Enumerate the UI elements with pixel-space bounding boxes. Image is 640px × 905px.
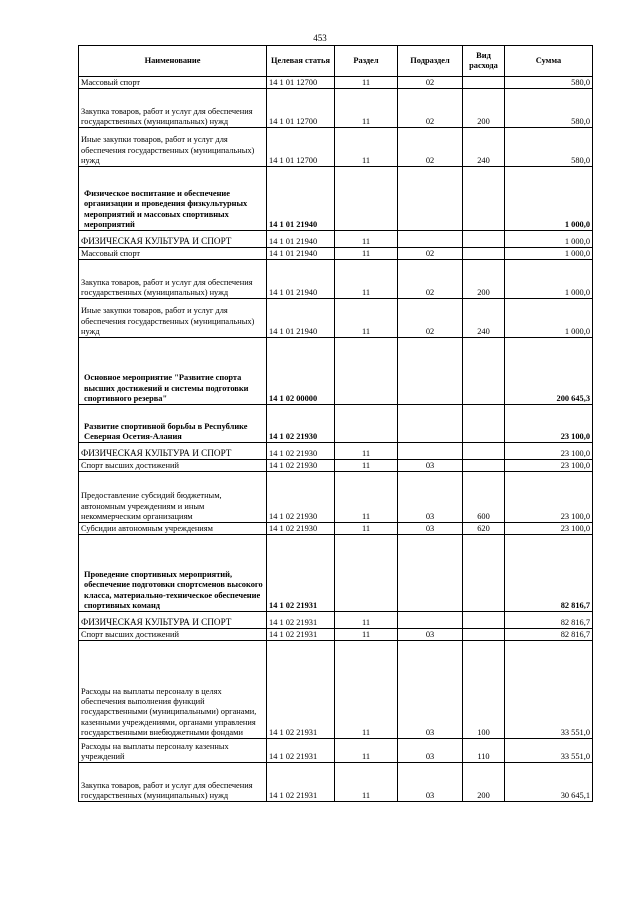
- row-amount: 1 000,0: [505, 299, 593, 338]
- row-subsection: [398, 231, 463, 248]
- row-section: 11: [335, 460, 398, 472]
- row-amount: 23 100,0: [505, 523, 593, 535]
- header-row: [79, 46, 593, 77]
- table-body: [79, 77, 593, 802]
- row-subsection: [398, 338, 463, 405]
- row-expense-type: [463, 77, 505, 89]
- row-name: ФИЗИЧЕСКАЯ КУЛЬТУРА И СПОРТ: [79, 443, 267, 460]
- row-code: 14 1 02 21930: [267, 460, 335, 472]
- row-name: Спорт высших достижений: [79, 460, 267, 472]
- row-amount: 1 000,0: [505, 231, 593, 248]
- row-code: 14 1 02 21930: [267, 405, 335, 443]
- row-code: 14 1 01 12700: [267, 89, 335, 128]
- row-section: 11: [335, 629, 398, 641]
- row-subsection: 03: [398, 460, 463, 472]
- row-section: [335, 167, 398, 231]
- row-name: Иные закупки товаров, работ и услуг для обеспечения государственных (муниципальных) нужд: [79, 128, 267, 167]
- row-name: Проведение спортивных мероприятий, обеспечение подготовки спортсменов высокого класса, материально-техническое обеспечение спортивных команд: [79, 535, 267, 612]
- table-row: [79, 641, 593, 739]
- row-subsection: 02: [398, 248, 463, 260]
- row-expense-type: 240: [463, 299, 505, 338]
- row-section: 11: [335, 763, 398, 802]
- row-expense-type: [463, 443, 505, 460]
- row-section: 11: [335, 739, 398, 763]
- row-name: Расходы на выплаты персоналу казенных учреждений: [79, 739, 267, 763]
- row-amount: 33 551,0: [505, 641, 593, 739]
- row-amount: 580,0: [505, 128, 593, 167]
- row-expense-type: 620: [463, 523, 505, 535]
- row-subsection: [398, 535, 463, 612]
- row-expense-type: [463, 167, 505, 231]
- header-name: Наименование: [79, 46, 267, 77]
- table-row: [79, 299, 593, 338]
- row-code: 14 1 01 12700: [267, 77, 335, 89]
- row-expense-type: [463, 612, 505, 629]
- table-row: [79, 338, 593, 405]
- table-row: [79, 763, 593, 802]
- row-code: 14 1 01 21940: [267, 167, 335, 231]
- row-expense-type: [463, 405, 505, 443]
- row-section: 11: [335, 641, 398, 739]
- row-section: 11: [335, 472, 398, 523]
- row-name: Массовый спорт: [79, 248, 267, 260]
- row-subsection: 03: [398, 641, 463, 739]
- row-amount: 82 816,7: [505, 629, 593, 641]
- table-header: [79, 46, 593, 77]
- row-section: 11: [335, 77, 398, 89]
- row-subsection: 03: [398, 739, 463, 763]
- row-name: Развитие спортивной борьбы в Республике Северная Осетия-Алания: [79, 405, 267, 443]
- row-section: [335, 535, 398, 612]
- row-name: Иные закупки товаров, работ и услуг для обеспечения государственных (муниципальных) нужд: [79, 299, 267, 338]
- row-expense-type: 200: [463, 260, 505, 299]
- table-row: [79, 89, 593, 128]
- row-code: 14 1 01 21940: [267, 248, 335, 260]
- row-amount: 23 100,0: [505, 472, 593, 523]
- table-row: [79, 77, 593, 89]
- table-row: [79, 248, 593, 260]
- row-name: Предоставление субсидий бюджетным, автономным учреждениям и иным некоммерческим организациям: [79, 472, 267, 523]
- row-subsection: 03: [398, 472, 463, 523]
- header-expense-type: Вид расхода: [463, 46, 505, 77]
- row-subsection: 03: [398, 763, 463, 802]
- row-name: ФИЗИЧЕСКАЯ КУЛЬТУРА И СПОРТ: [79, 231, 267, 248]
- table-row: [79, 472, 593, 523]
- row-section: 11: [335, 443, 398, 460]
- row-amount: 82 816,7: [505, 535, 593, 612]
- row-name: Спорт высших достижений: [79, 629, 267, 641]
- header-section: Раздел: [335, 46, 398, 77]
- row-expense-type: [463, 535, 505, 612]
- row-subsection: 02: [398, 77, 463, 89]
- row-subsection: [398, 167, 463, 231]
- row-section: [335, 338, 398, 405]
- row-subsection: 03: [398, 629, 463, 641]
- row-amount: 580,0: [505, 89, 593, 128]
- row-amount: 82 816,7: [505, 612, 593, 629]
- row-code: 14 1 01 21940: [267, 299, 335, 338]
- row-name: Закупка товаров, работ и услуг для обеспечения государственных (муниципальных) нужд: [79, 89, 267, 128]
- row-subsection: 02: [398, 89, 463, 128]
- table-row: [79, 535, 593, 612]
- row-amount: 30 645,1: [505, 763, 593, 802]
- header-subsection: Подраздел: [398, 46, 463, 77]
- row-code: 14 1 01 21940: [267, 231, 335, 248]
- table-row: [79, 260, 593, 299]
- row-expense-type: [463, 231, 505, 248]
- table-row: [79, 167, 593, 231]
- row-code: 14 1 02 21931: [267, 739, 335, 763]
- row-name: ФИЗИЧЕСКАЯ КУЛЬТУРА И СПОРТ: [79, 612, 267, 629]
- row-subsection: [398, 612, 463, 629]
- row-section: 11: [335, 299, 398, 338]
- row-amount: 1 000,0: [505, 260, 593, 299]
- row-expense-type: [463, 629, 505, 641]
- row-expense-type: 240: [463, 128, 505, 167]
- row-amount: 23 100,0: [505, 405, 593, 443]
- table-row: [79, 443, 593, 460]
- row-section: 11: [335, 260, 398, 299]
- row-section: 11: [335, 612, 398, 629]
- table-row: [79, 612, 593, 629]
- row-code: 14 1 02 21930: [267, 443, 335, 460]
- row-section: 11: [335, 231, 398, 248]
- row-subsection: [398, 443, 463, 460]
- row-name: Субсидии автономным учреждениям: [79, 523, 267, 535]
- header-amount: Сумма: [505, 46, 593, 77]
- row-expense-type: 100: [463, 641, 505, 739]
- row-amount: 580,0: [505, 77, 593, 89]
- row-code: 14 1 02 21931: [267, 763, 335, 802]
- row-code: 14 1 01 21940: [267, 260, 335, 299]
- row-code: 14 1 02 21931: [267, 612, 335, 629]
- row-subsection: 02: [398, 128, 463, 167]
- row-expense-type: 110: [463, 739, 505, 763]
- row-expense-type: 200: [463, 763, 505, 802]
- row-code: 14 1 02 00000: [267, 338, 335, 405]
- table-row: [79, 523, 593, 535]
- row-code: 14 1 02 21931: [267, 629, 335, 641]
- row-code: 14 1 02 21931: [267, 535, 335, 612]
- table-row: [79, 231, 593, 248]
- row-amount: 1 000,0: [505, 167, 593, 231]
- row-amount: 23 100,0: [505, 443, 593, 460]
- table-row: [79, 128, 593, 167]
- row-name: Закупка товаров, работ и услуг для обеспечения государственных (муниципальных) нужд: [79, 763, 267, 802]
- row-code: 14 1 02 21931: [267, 641, 335, 739]
- row-expense-type: [463, 338, 505, 405]
- table-row: [79, 460, 593, 472]
- row-name: Физическое воспитание и обеспечение организации и проведения физкультурных мероприятий и массовых спортивных мероприятий: [79, 167, 267, 231]
- row-expense-type: 600: [463, 472, 505, 523]
- row-code: 14 1 02 21930: [267, 523, 335, 535]
- row-expense-type: [463, 460, 505, 472]
- row-code: 14 1 02 21930: [267, 472, 335, 523]
- row-subsection: 02: [398, 260, 463, 299]
- row-section: 11: [335, 89, 398, 128]
- table-row: [79, 739, 593, 763]
- budget-table: [78, 45, 593, 802]
- header-code: Целевая статья: [267, 46, 335, 77]
- row-section: 11: [335, 128, 398, 167]
- row-amount: 1 000,0: [505, 248, 593, 260]
- row-name: Массовый спорт: [79, 77, 267, 89]
- row-section: [335, 405, 398, 443]
- row-amount: 33 551,0: [505, 739, 593, 763]
- row-name: Основное мероприятие "Развитие спорта высших достижений и системы подготовки спортивного резерва": [79, 338, 267, 405]
- table-row: [79, 405, 593, 443]
- row-subsection: 02: [398, 299, 463, 338]
- row-amount: 200 645,3: [505, 338, 593, 405]
- row-amount: 23 100,0: [505, 460, 593, 472]
- row-subsection: 03: [398, 523, 463, 535]
- row-section: 11: [335, 248, 398, 260]
- row-subsection: [398, 405, 463, 443]
- row-expense-type: [463, 248, 505, 260]
- row-name: Закупка товаров, работ и услуг для обеспечения государственных (муниципальных) нужд: [79, 260, 267, 299]
- row-expense-type: 200: [463, 89, 505, 128]
- row-section: 11: [335, 523, 398, 535]
- table-row: [79, 629, 593, 641]
- row-code: 14 1 01 12700: [267, 128, 335, 167]
- row-name: Расходы на выплаты персоналу в целях обеспечения выполнения функций государственными (муниципальными) органами, казенными учреждениями, органами управления государственными внебюджетными фондами: [79, 641, 267, 739]
- page-number: 453: [313, 33, 327, 43]
